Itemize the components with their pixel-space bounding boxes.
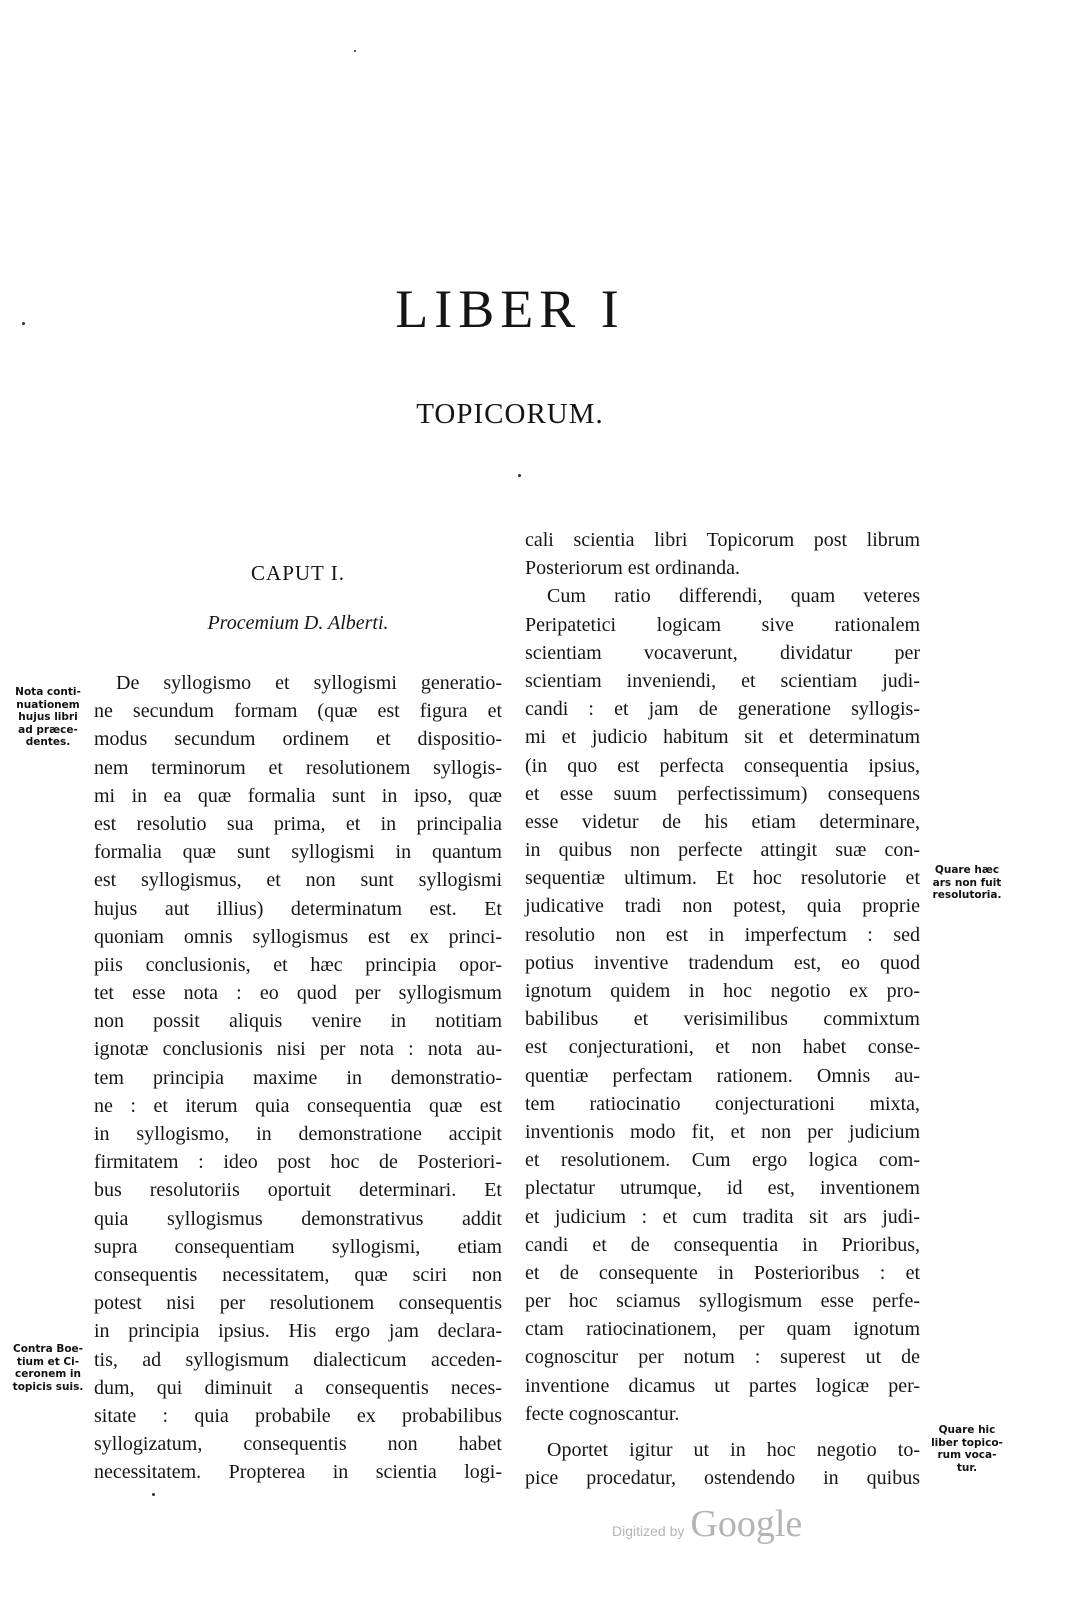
text-line: judicative tradi non potest, quia proprie (525, 895, 920, 918)
margin-note-line: topicis suis. (12, 1380, 84, 1393)
margin-note-line: liber topico- (931, 1436, 1003, 1449)
text-line: resolutio non est in imperfectum : sed (525, 923, 920, 946)
text-line: (in quo est perfecta consequentia ipsius, (525, 754, 920, 777)
margin-note-line: ars non fuit (932, 876, 1002, 889)
text-line: non possit aliquis venire in notitiam (94, 1010, 502, 1033)
margin-note-line: Quare hic (938, 1424, 996, 1436)
text-line: ne secundum formam (quæ est figura et (94, 700, 502, 723)
google-logo: Google (690, 1503, 803, 1545)
text-line: tet esse nota : eo quod per syllogismum (94, 982, 502, 1005)
watermark-prefix: Digitized by (612, 1523, 685, 1539)
text-line: et judicium : et cum tradita sit ars judi- (525, 1205, 920, 1228)
text-line: pice procedatur, ostendendo in quibus (525, 1467, 920, 1490)
paragraph-gap (525, 1428, 920, 1436)
text-line: plectatur utrumque, id est, inventionem (525, 1177, 920, 1200)
text-line: et resolutionem. Cum ergo logica com- (525, 1149, 920, 1172)
text-line: potius inventive tradendum est, eo quod (525, 951, 920, 974)
margin-note-liber-topicorum (924, 1424, 1010, 1474)
text-line: tem ratiocinatio conjecturationi mixta, (525, 1092, 920, 1115)
text-line: inventionis modo fit, et non per judicium (525, 1120, 920, 1143)
text-line: potest nisi per resolutionem consequentis (94, 1292, 502, 1315)
text-line: ne : et iterum quia consequentia quæ est (94, 1094, 502, 1117)
text-line: babilibus et verisimilibus commixtum (525, 1008, 920, 1031)
text-line: cognoscitur per notum : superest ut de (525, 1346, 920, 1369)
text-line: syllogizatum, consequentis non habet (94, 1433, 502, 1456)
text-line: scientiam vocaverunt, dividatur per (525, 641, 920, 664)
text-line: supra consequentiam syllogismi, etiam (94, 1235, 502, 1258)
text-line: quoniam omnis syllogismus est ex princi- (94, 925, 502, 948)
text-line: Oportet igitur ut in hoc negotio to- (547, 1439, 920, 1461)
text-line: in principia ipsius. His ergo jam declara- (94, 1320, 502, 1343)
text-line: nem terminorum et resolutionem syllogis- (94, 756, 502, 779)
text-line: et de consequente in Posterioribus : et (525, 1261, 920, 1284)
margin-note-line: Nota conti- (15, 686, 81, 698)
text-line: hujus aut illius) determinatum est. Et (94, 897, 502, 920)
text-line: et esse suum perfectissimum) consequens (525, 782, 920, 805)
text-line: bus resolutoriis oportuit determinari. Et (94, 1179, 502, 1202)
text-line: mi et judicio habitum sit et determinatum (525, 726, 920, 749)
text-line: ctam ratiocinationem, per quam ignotum (525, 1318, 920, 1341)
text-line: firmitatem : ideo post hoc de Posteriori- (94, 1151, 502, 1174)
text-line: esse videtur de his etiam determinare, (525, 810, 920, 833)
text-line: in quibus non perfecte attingit suæ con- (525, 839, 920, 862)
text-line: inventione dicamus ut partes logicæ per- (525, 1374, 920, 1397)
chapter-subtitle: Procemium D. Alberti. (207, 612, 389, 634)
text-line: tis, ad syllogismum dialecticum acceden- (94, 1348, 502, 1371)
margin-note-continuation (6, 686, 90, 749)
book-title: LIBER I (395, 279, 625, 339)
margin-note-line: hujus libri (18, 711, 78, 723)
text-line: in syllogismo, in demonstratione accipit (94, 1123, 502, 1145)
text-line: candi et de consequentia in Prioribus, (525, 1233, 920, 1256)
margin-note-line: tur. (956, 1461, 978, 1474)
text-line: formalia quæ sunt syllogismi in quantum (94, 841, 502, 864)
text-line: quia syllogismus demonstrativus addit (94, 1207, 502, 1230)
text-line: ignotum quidem in hoc negotio ex pro- (525, 980, 920, 1002)
text-line: est conjecturationi, et non habet conse- (525, 1036, 920, 1059)
right-text-column (525, 526, 920, 1492)
text-line: tem principia maxime in demonstratio- (94, 1066, 502, 1089)
text-line: sequentiæ ultimum. Et hoc resolutorie et (525, 867, 920, 890)
text-line: modus secundum ordinem et dispositio- (94, 728, 502, 751)
text-line: est resolutio sua prima, et in principalia (94, 812, 502, 835)
text-line: ignotæ conclusionis nisi per nota : nota au- (94, 1038, 502, 1061)
text-line: est syllogismus, et non sunt syllogismi (94, 869, 502, 892)
margin-note-line: dentes. (25, 736, 71, 748)
text-line: necessitatem. Propterea in scientia logi- (94, 1461, 502, 1484)
text-line: scientiam inveniendi, et scientiam judi- (525, 669, 920, 692)
scan-speck (152, 1493, 155, 1496)
text-line: Peripatetici logicam sive rationalem (525, 613, 920, 636)
text-line: per hoc sciamus syllogismum esse perfe- (525, 1290, 920, 1313)
margin-note-line: ad præce- (18, 723, 78, 736)
margin-note-line: Contra Boe- (12, 1343, 84, 1355)
margin-note-line: nuationem (16, 698, 80, 711)
margin-note-line: tium et Ci- (16, 1355, 80, 1368)
scan-speck (518, 474, 521, 477)
digitized-watermark (612, 1502, 802, 1546)
margin-note-line: rum voca- (937, 1449, 997, 1461)
text-line: mi in ea quæ formalia sunt in ipso, quæ (94, 784, 502, 807)
margin-note-line: ceronem in (14, 1368, 81, 1380)
text-line: sitate : quia probabile ex probabilibus (94, 1404, 502, 1427)
text-line: Cum ratio differendi, quam veteres (547, 585, 920, 608)
margin-note-line: resolutoria. (932, 889, 1002, 901)
text-line: quentiæ perfectam rationem. Omnis au- (525, 1064, 920, 1087)
margin-note-line: Quare hæc (934, 864, 1000, 876)
scan-speck (22, 322, 25, 325)
chapter-heading: CAPUT I. (251, 561, 345, 585)
scan-speck (354, 50, 356, 52)
margin-note-contra-boetium (6, 1343, 90, 1393)
margin-note-ars-resolutoria (924, 864, 1010, 902)
text-line: De syllogismo et syllogismi generatio- (116, 672, 502, 694)
book-subtitle: TOPICORUM. (416, 398, 604, 430)
text-line: Posteriorum est ordinanda. (525, 557, 740, 580)
text-line: cali scientia libri Topicorum post librum (525, 529, 920, 551)
text-line: consequentis necessitatem, quæ sciri non (94, 1263, 502, 1286)
text-line: dum, qui diminuit a consequentis neces- (94, 1376, 502, 1399)
text-line: fecte cognoscantur. (525, 1402, 680, 1425)
text-line: candi : et jam de generatione syllogis- (525, 698, 920, 721)
left-text-column (94, 669, 502, 1486)
text-line: piis conclusionis, et hæc principia opor- (94, 953, 502, 976)
